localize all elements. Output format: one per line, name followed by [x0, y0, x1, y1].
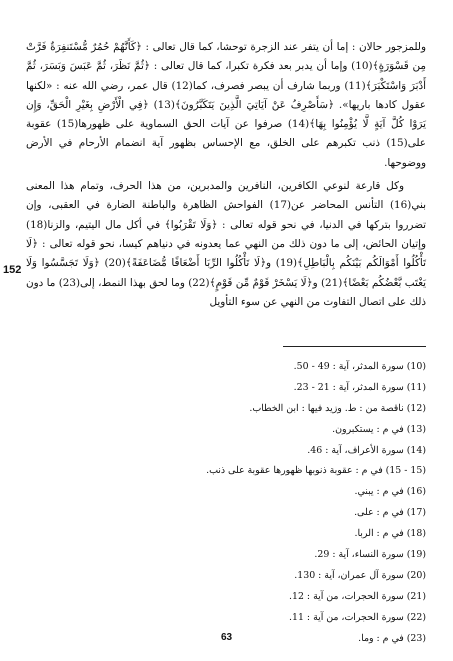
footnotes [200, 357, 426, 649]
footnote: (13) في م : يستكبرون. [332, 423, 426, 435]
footnote: (10) سورة المدثر، آية : 49 - 50. [293, 361, 426, 372]
footnote: (21) سورة الحجرات، من آية : 12. [289, 590, 426, 602]
footnote: (12) ناقصة من : ط. وزيد فيها : ابن الخطاب. [249, 402, 426, 414]
footnote: (16) في م : يبني. [354, 486, 426, 498]
footnote: (20) سورة آل عمران، آية : 130. [294, 569, 426, 581]
paragraph: وكل قارعة لنوعي الكافرين، النافرين والمدبرين، من هذا الحرف، وتمام هذا المعنى بني(16) التأنس المحاضر عن(17) الفواحش الظاهرة والباطنة الضارة في العقبى، وإن تضرروا بتركها في الدنيا، في نحو قوله تعالى : ﴿وَلَا تَقْرَبُوا﴾ في أكل مال اليتيم، والزنا(18) وإتيان الحائض، إلى ما دون ذلك من النهي عما يعدونه في دنياهم كيسا، نحو قوله تعالى : ﴿لَا تَأْكُلُوا أَمْوَالَكُم بَيْنَكُم بِالْبَاطِلِ﴾(19) و﴿لَا تَأْكُلُوا الرِّبَا أَضْعَافًا مُّضَاعَفَةً﴾(20) ﴿وَلَا تَجَسَّسُوا وَلَا يَغْتَب بَّعْضُكُم بَعْضًا﴾(21) و﴿لَا يَسْخَرْ قَوْمٌ مِّن قَوْمٍ﴾(22) وما لحق بهذا النمط، إلى(23) ما دون ذلك على اتصال التفاوت من النهي عن سوء التأويل [26, 180, 427, 308]
footnote: (14) سورة الأعراف، آية : 46. [307, 444, 426, 456]
footnote: (23) في م : وما. [358, 632, 426, 644]
footnote: (17) في م : على. [354, 507, 426, 519]
margin-number: 152 [3, 264, 22, 276]
main-text [26, 38, 426, 316]
footnote-divider [283, 346, 426, 347]
page-number: 63 [220, 632, 233, 643]
footnote: (19) سورة النساء، آية : 29. [314, 549, 426, 561]
footnote: (15 - 15) في م : عقوبة ذنوبها ظهورها عقوبة على ذنب. [206, 465, 426, 477]
footnote: (11) سورة المدثر، آية : 21 - 23. [293, 381, 426, 393]
footnote: (18) في م : الربا. [354, 528, 426, 540]
paragraph: وللمزجور حالان : إما أن يتفر عند الزجرة توحشا، كما قال تعالى : ﴿كَأَنَّهُمْ حُمُرٌ مُّسْتَنفِرَةٌ فَرَّتْ مِن قَسْوَرَةٍ﴾(10) وإما أن يدبر بعد فكرة تكبرا، كما قال تعالى : ﴿ثُمَّ نَظَرَ، ثُمَّ عَبَسَ وَبَسَرَ، ثُمَّ أَدْبَرَ وَاسْتَكْبَرَ﴾(11) وربما شارف أن يبصر فصرف، كما(12) قال عمر، رضي الله عنه : «لكنها عقول كادها باريها». ﴿سَأَصْرِفُ عَنْ آيَاتِيَ الَّذِينَ يَتَكَبَّرُونَ﴾(13) ﴿فِي الْأَرْضِ بِغَيْرِ الْحَقِّ، وَإِن يَرَوْا كُلَّ آيَةٍ لَّا يُؤْمِنُوا بِهَا﴾(14) صرفوا عن آيات الحق السماوية على ظهورها(15) عقوبة على(15) ذنب تكبرهم على الخلق، مع الإحساس بظهور آية انضمام الأرحام في الأرض ووضوحها. [26, 41, 427, 169]
footnote: (22) سورة الحجرات، من آية : 11. [289, 611, 426, 623]
